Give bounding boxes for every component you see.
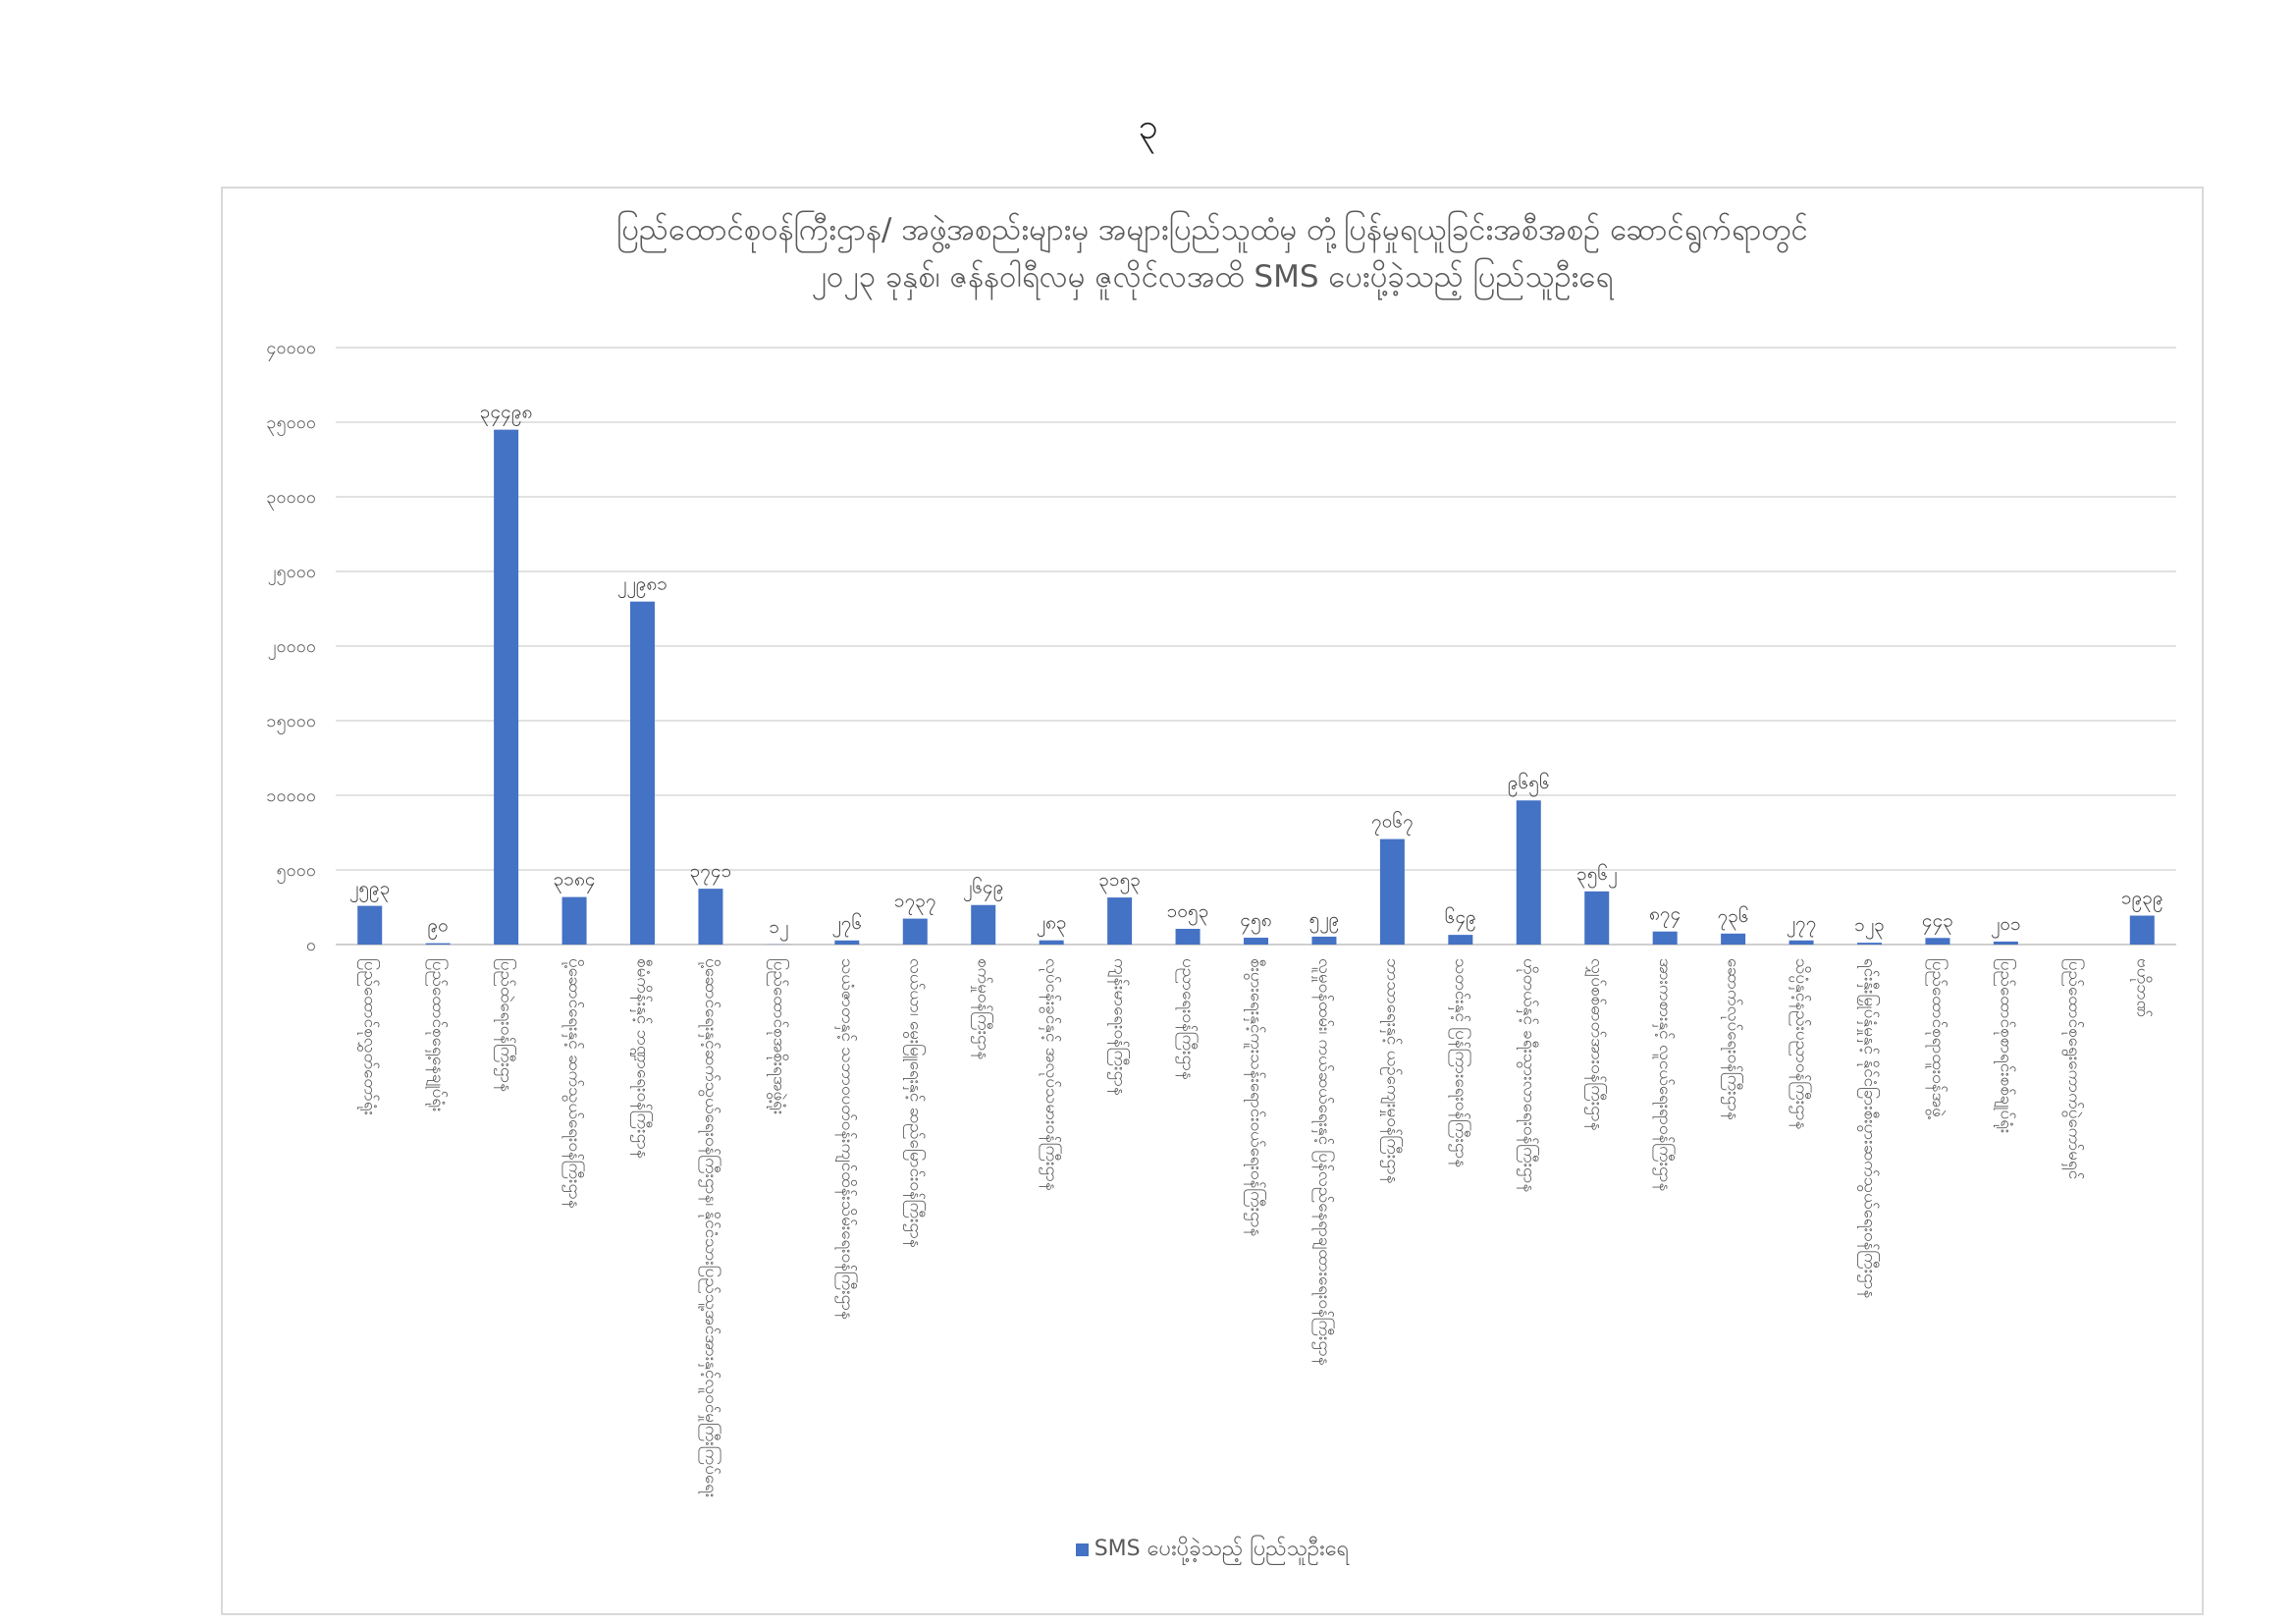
data-label: ၂၈၃ <box>1036 911 1067 934</box>
x-tick-label: ပြည်ထောင်စုစာရင်းစစ်ချုပ်ရုံး <box>1996 958 2016 1134</box>
bar <box>1721 934 1745 945</box>
x-tick-label: ရင်းနှီးမြှုပ်နှံမှုနှင့် နိုင်ငံခြားစီးပွားဆက်သွယ်ရေးဝန်ကြီးဌာန <box>1859 958 1880 1299</box>
data-label: ၈၇၄ <box>1649 902 1682 925</box>
legend-label: SMS ပေးပို့ခဲ့သည့် ပြည်သူဦးရေ <box>1094 1537 1350 1561</box>
bar <box>1584 892 1609 945</box>
y-tick-label: ၁၀၀၀၀ <box>266 785 316 806</box>
legend-swatch <box>1076 1543 1089 1556</box>
y-tick-label: ၀ <box>305 935 316 955</box>
data-label: ၆၄၉ <box>1444 906 1476 929</box>
bar <box>357 906 382 945</box>
y-tick-label: ၅၀၀၀ <box>276 860 316 881</box>
bar <box>1857 943 1882 945</box>
data-label: ၅၂၉ <box>1308 907 1340 930</box>
data-label: ၁၂၃ <box>1854 914 1885 937</box>
bar <box>1653 932 1678 945</box>
chart-title: ပြည်ထောင်စုဝန်ကြီးဌာန/ အဖွဲ့အစည်းများမှ အများပြည်သူထံမှ တုံ့ပြန်မှုရယူခြင်းအစီအစဉ် ဆောင်ရွက်ရာတွင် <box>616 212 1808 247</box>
data-label: ၃၇၄၁ <box>689 860 732 883</box>
y-tick-label: ၁၅၀၀၀ <box>266 711 316 731</box>
data-label: ၂၇၆ <box>831 911 863 934</box>
x-tick-label: လုပ်ငန်းခွင်နှင့် အလုပ်သမားဝန်ကြီးဌာန <box>1041 958 1062 1191</box>
bar <box>971 905 995 945</box>
chart-frame <box>221 187 2204 1615</box>
x-tick-label: အားကစားနှင့် လူငယ်ရေးရာဝန်ကြီးဌာန <box>1655 958 1676 1192</box>
bar <box>630 602 655 945</box>
data-label: ၂၀၁ <box>1991 912 2021 935</box>
data-label: ၃၁၈၄ <box>553 868 596 891</box>
bar <box>1994 942 2018 945</box>
data-label: ၉၀ <box>427 914 449 937</box>
x-tick-label: စီးပွားရေးနှင့်ကူးသန်းရောင်းဝယ်ရေးဝန်ကြီးဌာန <box>1246 958 1266 1237</box>
y-tick-label: ၂၅၀၀၀ <box>267 562 316 582</box>
bar <box>1176 929 1201 945</box>
chart-subtitle: ၂၀၂၃ ခုနှစ်၊ ဇန်နဝါရီလမှ ဇူလိုင်လအထိ SMS ပေးပို့ခဲ့သည့် ပြည်သူဦးရေ <box>811 259 1614 295</box>
chart-legend <box>223 1534 2202 1566</box>
x-tick-label: ဘာသာရေးနှင့် ယဉ်ကျေးမှုဝန်ကြီးဌာန <box>1382 958 1403 1184</box>
x-tick-label: ပြည်ထောင်စုရွေးကောက်ပွဲကော်မရှင် <box>2063 958 2084 1180</box>
x-tick-label: ဟိုတယ်နှင့် ခရီးသွားလာရေးဝန်ကြီးဌာန <box>1519 958 1539 1193</box>
x-tick-label: စီမံကိန်းနှင့် ဘဏ္ဍာရေးဝန်ကြီးဌာန <box>632 958 653 1159</box>
bar <box>1311 937 1336 945</box>
x-tick-label: လျှပ်စစ်ဓာတ်အားဝန်ကြီးဌာန <box>1586 958 1607 1131</box>
data-label: ၁၉၃၉ <box>2120 887 2163 909</box>
data-label: ၁၀၅၃ <box>1166 899 1209 922</box>
data-label: ၃၁၅၃ <box>1098 869 1141 892</box>
x-tick-label: သိပ္ပံနှင့်နည်းပညာဝန်ကြီးဌာန <box>1791 958 1812 1130</box>
data-label: ၄၄၃ <box>1921 909 1953 932</box>
data-label: ၂၇၇ <box>1786 911 1817 934</box>
bar <box>426 944 451 945</box>
x-tick-label: ပြည်ထောင်စုရှေ့နေချုပ်ရုံး <box>428 958 449 1112</box>
bar <box>1517 800 1541 945</box>
data-label: ၇၃၆ <box>1717 904 1749 927</box>
x-tick-label: ပြည်ထောင်စုလွှတ်တော်ရုံး <box>359 958 380 1115</box>
x-tick-label: ကျန်းမာရေးဝန်ကြီးဌာန <box>1109 958 1130 1096</box>
bar <box>698 889 722 945</box>
x-tick-label: လူမှုဝန်ထမ်း၊ ကယ်ဆယ်ရေးနှင့် ပြန်လည်နေရာချထားရေးဝန်ကြီးဌာန <box>1313 958 1334 1366</box>
bar <box>1380 839 1405 945</box>
y-tick-label: ၂၀၀၀၀ <box>267 636 316 657</box>
x-tick-label: စက်မှုဝန်ကြီးဌာန <box>973 958 993 1060</box>
data-label: ၁၇၃၇ <box>893 890 936 912</box>
bar-chart <box>223 189 2202 1613</box>
y-tick-label: ၄၀၀၀၀ <box>266 338 316 358</box>
x-tick-label: ဗဟိုဘဏ် <box>2132 958 2153 1017</box>
bar <box>834 941 859 945</box>
x-tick-label: ပို့ဆောင်ရေးနှင့် ဆက်သွယ်ရေးဝန်ကြီးဌာန <box>564 958 585 1209</box>
data-label: ၁၂ <box>769 915 789 938</box>
bar <box>2130 916 2155 945</box>
data-label: ၃၄၄၉၈ <box>479 401 533 423</box>
x-tick-label: ပညာရေးဝန်ကြီးဌာန <box>1178 958 1199 1080</box>
data-label: ၄၅၈ <box>1240 909 1272 932</box>
x-tick-label: ပြည်ထောင်စုရာထူးဝန်အဖွဲ့ <box>1927 958 1948 1117</box>
data-label: ၂၅၉၃ <box>349 877 391 899</box>
bar <box>1789 941 1814 945</box>
bar <box>1107 897 1132 945</box>
data-label: ၂၆၄၉ <box>963 876 1004 898</box>
x-tick-label: ပြည်ထဲရေးဝန်ကြီးဌာန <box>496 958 516 1093</box>
bar <box>903 919 928 945</box>
y-tick-label: ၃၅၀၀၀ <box>266 412 316 433</box>
bar <box>562 897 587 945</box>
x-tick-label: သယံဇာတနှင့် သဘာဝပတ်ဝန်းကျင်ထိန်းသိမ်းရေးဝန်ကြီးဌာန <box>836 958 857 1320</box>
data-label: ၃၅၆၂ <box>1576 862 1618 885</box>
page-number: ၃ <box>1138 107 1158 147</box>
x-tick-label: ဆောက်လုပ်ရေးဝန်ကြီးဌာန <box>1723 958 1743 1120</box>
bar <box>1448 935 1472 945</box>
bar <box>1244 938 1268 945</box>
bar <box>1040 941 1064 945</box>
data-label: ၇၀၆၇ <box>1371 810 1414 833</box>
x-tick-label: သတင်းနှင့် ပြန်ကြားရေးဝန်ကြီးဌာန <box>1450 958 1470 1168</box>
data-label: ၉၆၅၆ <box>1507 772 1550 794</box>
y-tick-label: ၃၀၀၀၀ <box>266 487 316 508</box>
bar <box>494 430 518 945</box>
data-label: ၂၂၉၈၁ <box>617 572 667 595</box>
bar <box>1925 938 1949 945</box>
x-tick-label: လယ်ယာ၊ မွေးမြူရေးနှင့် ဆည်မြောင်းဝန်ကြီးဌာန <box>905 958 926 1248</box>
x-tick-label: ပို့ဆောင်ရေးနှင့်ဆက်သွယ်ရေးဝန်ကြီးဌာန၊ နိုင်ငံသားပြည်သူ့အင်အားနှင့်လူဝင်မှုကြီးကြပ်ရေး <box>700 958 721 1498</box>
x-tick-label: ပြည်ထောင်စုအစိုးရအဖွဲ့ရုံး <box>769 958 789 1115</box>
